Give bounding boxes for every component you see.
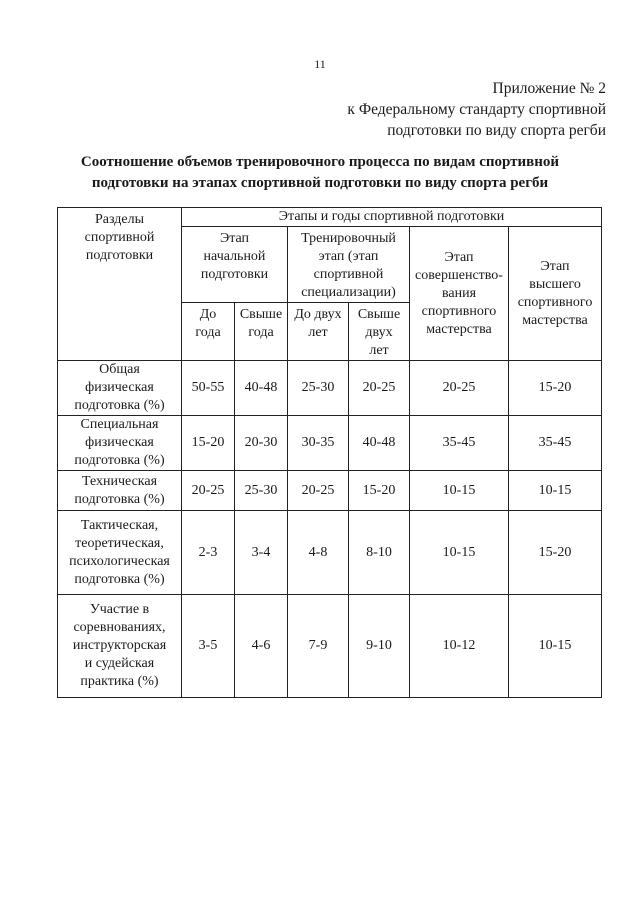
- value-cell: 4-8: [288, 511, 349, 595]
- section-cell: Общая физическая подготовка (%): [58, 361, 182, 416]
- sub-header-up-to-year: До года: [182, 303, 235, 361]
- value-cell: 50-55: [182, 361, 235, 416]
- value-cell: 10-15: [410, 471, 509, 511]
- value-cell: 10-15: [509, 595, 602, 698]
- value-cell: 15-20: [349, 471, 410, 511]
- value-cell: 20-25: [349, 361, 410, 416]
- stage-initial-header: Этап начальной подготовки: [182, 227, 288, 303]
- value-cell: 3-4: [235, 511, 288, 595]
- value-cell: 4-6: [235, 595, 288, 698]
- page-number: 11: [314, 57, 326, 71]
- training-ratio-table: [57, 207, 602, 698]
- value-cell: 30-35: [288, 416, 349, 471]
- value-cell: 2-3: [182, 511, 235, 595]
- value-cell: 9-10: [349, 595, 410, 698]
- table-row: [58, 361, 602, 416]
- title-line: подготовки на этапах спортивной подготовки по виду спорта регби: [91, 175, 549, 191]
- section-cell: Специальная физическая подготовка (%): [58, 416, 182, 471]
- appendix-line: подготовки по виду спорта регби: [387, 122, 606, 139]
- value-cell: 40-48: [349, 416, 410, 471]
- table-row: [58, 511, 602, 595]
- value-cell: 15-20: [182, 416, 235, 471]
- value-cell: 10-12: [410, 595, 509, 698]
- corner-header-cell: Разделы спортивной подготовки: [58, 208, 182, 361]
- group-header-cell: Этапы и годы спортивной подготовки: [182, 208, 602, 227]
- sub-header-over-two-years: Свыше двух лет: [349, 303, 410, 361]
- section-cell: Участие в соревнованиях, инструкторская и судейская практика (%): [58, 595, 182, 698]
- table-row: [58, 595, 602, 698]
- section-cell: Тактическая, теоретическая, психологическая подготовка (%): [58, 511, 182, 595]
- value-cell: 20-25: [288, 471, 349, 511]
- value-cell: 15-20: [509, 511, 602, 595]
- appendix-line: к Федеральному стандарту спортивной: [347, 101, 606, 118]
- section-cell: Техническая подготовка (%): [58, 471, 182, 511]
- appendix-header: [347, 78, 606, 141]
- stage-improvement-header: Этап совершенство- вания спортивного мастерства: [410, 227, 509, 361]
- value-cell: 7-9: [288, 595, 349, 698]
- table-row: [58, 416, 602, 471]
- document-title: [40, 152, 600, 194]
- sub-header-up-to-two-years: До двух лет: [288, 303, 349, 361]
- value-cell: 35-45: [410, 416, 509, 471]
- value-cell: 20-25: [410, 361, 509, 416]
- value-cell: 3-5: [182, 595, 235, 698]
- value-cell: 35-45: [509, 416, 602, 471]
- table-row: [58, 471, 602, 511]
- stage-training-header: Тренировочный этап (этап спортивной специализации): [288, 227, 410, 303]
- value-cell: 20-30: [235, 416, 288, 471]
- value-cell: 40-48: [235, 361, 288, 416]
- value-cell: 15-20: [509, 361, 602, 416]
- value-cell: 10-15: [509, 471, 602, 511]
- sub-header-over-year: Свыше года: [235, 303, 288, 361]
- value-cell: 25-30: [288, 361, 349, 416]
- appendix-line: Приложение № 2: [492, 80, 606, 97]
- title-line: Соотношение объемов тренировочного процесса по видам спортивной: [80, 154, 560, 170]
- value-cell: 20-25: [182, 471, 235, 511]
- stage-higher-header: Этап высшего спортивного мастерства: [509, 227, 602, 361]
- value-cell: 8-10: [349, 511, 410, 595]
- value-cell: 10-15: [410, 511, 509, 595]
- value-cell: 25-30: [235, 471, 288, 511]
